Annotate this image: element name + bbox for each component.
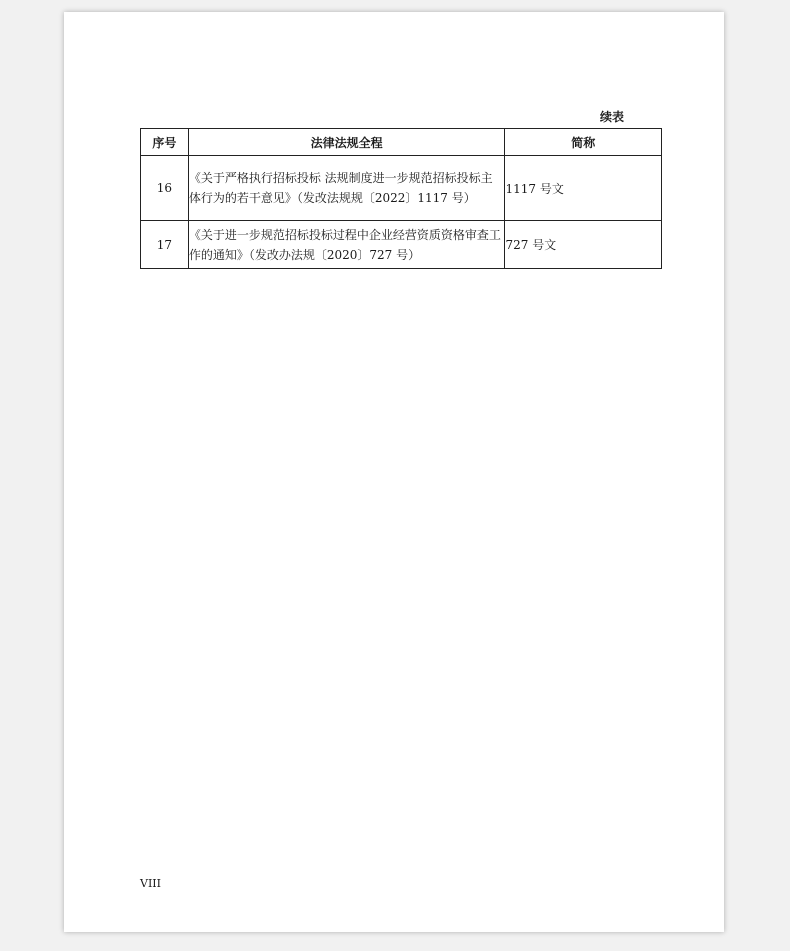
laws-table <box>140 128 662 269</box>
header-full-name: 法律法规全程 <box>188 129 505 156</box>
table-header-row <box>141 129 662 156</box>
row-full-name: 《关于严格执行招标投标 法规制度进一步规范招标投标主体行为的若干意见》（发改法规规〔2022〕1117 号） <box>188 156 505 221</box>
table-row <box>141 221 662 269</box>
table-continued-caption: 续表 <box>600 110 625 124</box>
row-abbreviation: 727 号文 <box>505 221 662 269</box>
row-serial-number: 16 <box>141 156 189 221</box>
page-number: VIII <box>140 877 161 890</box>
row-abbreviation: 1117 号文 <box>505 156 662 221</box>
row-serial-number: 17 <box>141 221 189 269</box>
header-abbreviation: 简称 <box>505 129 662 156</box>
table-row <box>141 156 662 221</box>
header-serial-number: 序号 <box>141 129 189 156</box>
row-full-name: 《关于进一步规范招标投标过程中企业经营资质资格审查工作的通知》（发改办法规〔2020〕727 号） <box>188 221 505 269</box>
